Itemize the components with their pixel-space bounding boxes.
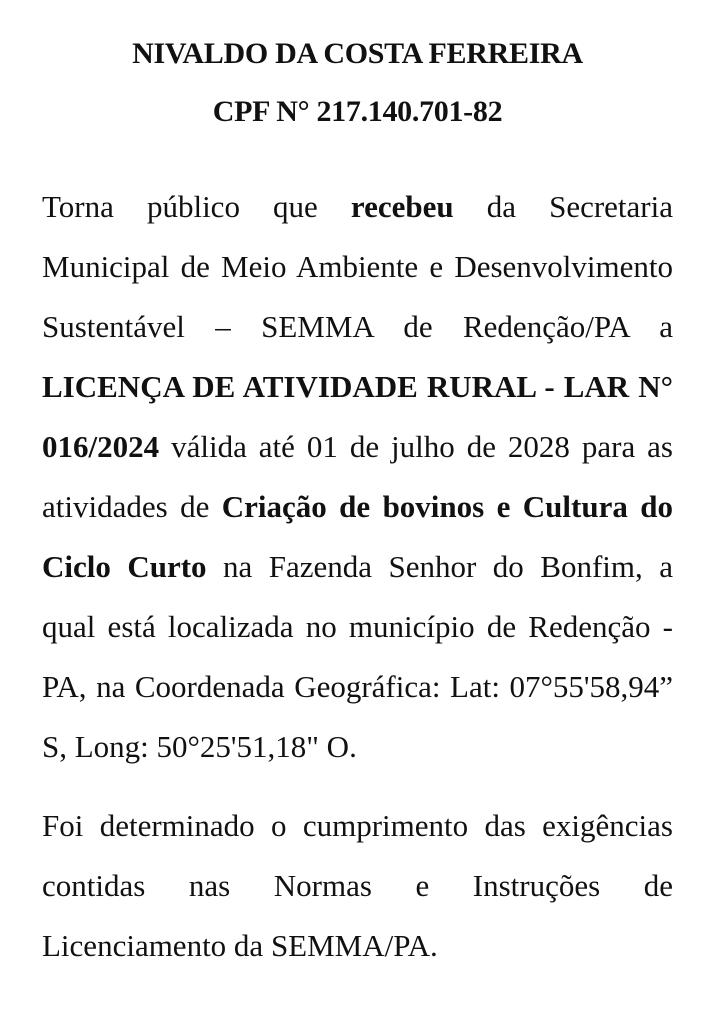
activity-names: Criação de bovinos e Cultura do Ciclo Curto: [42, 489, 673, 584]
requirements-paragraph: Foi determinado o cumprimento das exigências contidas nas Normas e Instruções de Licenciamento da SEMMA/PA.: [42, 808, 673, 963]
license-text-4: na Fazenda Senhor do Bonfim, a qual está localizada no município de Redenção - PA, na Coordenada Geográfica: Lat: 07°55'58,94” S, Long: 50°25'51,18" O.: [42, 549, 673, 764]
license-number: LICENÇA DE ATIVIDADE RURAL - LAR N° 016/2024: [42, 369, 673, 464]
license-paragraph: [42, 177, 673, 777]
holder-name: NIVALDO DA COSTA FERREIRA: [132, 37, 583, 70]
holder-cpf: CPF N° 217.140.701-82: [212, 95, 503, 128]
license-text-2: da Secretaria Municipal de Meio Ambiente e Desenvolvimento Sustentável – SEMMA de Redenção/PA a: [42, 189, 673, 344]
license-text-1: Torna público que: [42, 189, 351, 224]
received-emphasis: recebeu: [350, 189, 454, 224]
license-text-3: válida até 01 de julho de 2028 para as atividades de: [42, 429, 673, 524]
